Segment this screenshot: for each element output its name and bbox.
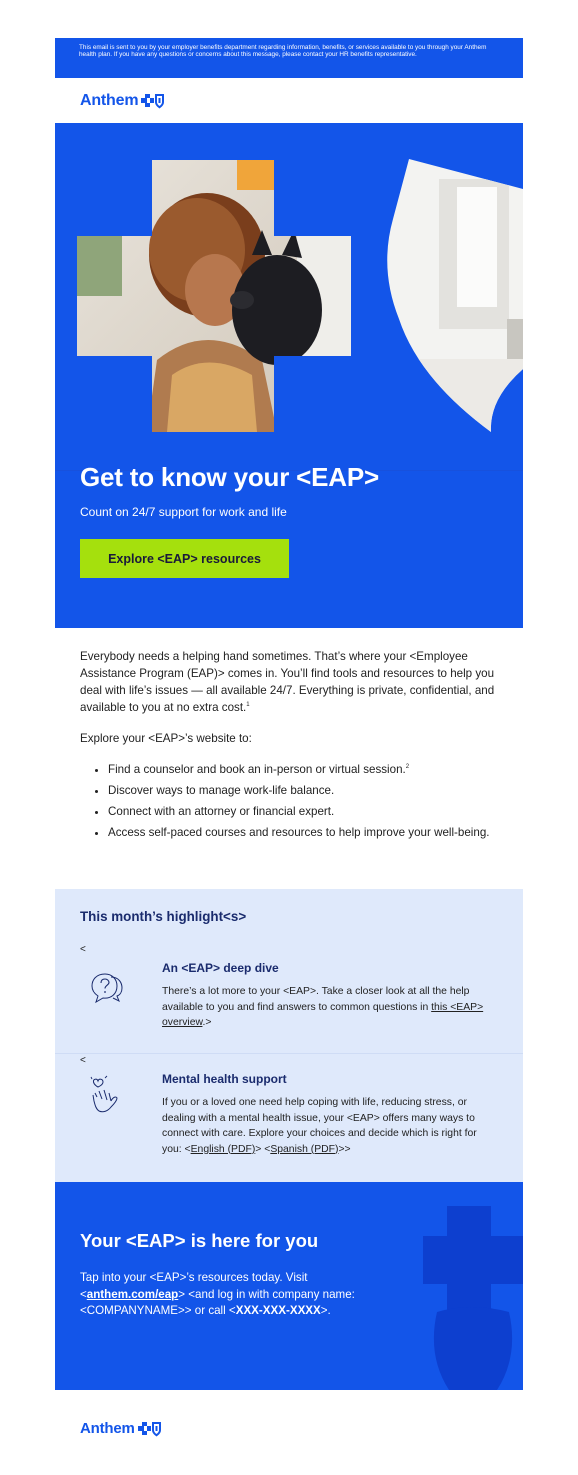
cross-shield-icon bbox=[138, 1421, 162, 1437]
list-item: • Find a counselor and book an in-person or virtual session.$^2$ bbox=[108, 761, 498, 778]
footnote-2: 2 bbox=[405, 764, 410, 771]
english-pdf-link[interactable]: English (PDF) bbox=[190, 1143, 256, 1155]
eap-overview-link[interactable]: this <EAP> overview bbox=[162, 1001, 484, 1028]
email-container bbox=[55, 38, 523, 1390]
hero-subtitle: Count on 24/7 support for work and life bbox=[80, 505, 287, 519]
list-item: • Access self-paced courses and resources to help improve your well-being. bbox=[108, 824, 498, 841]
spanish-pdf-link[interactable]: Spanish (PDF) bbox=[270, 1143, 339, 1155]
highlights-section bbox=[55, 889, 523, 1182]
closing-text: Tap into your <EAP>’s resources today. Visit <anthem.com/eap> <and log in with company name: <COMPANYNAME>> or call <XXX-XXX-XXXX>. bbox=[80, 1271, 355, 1317]
highlight-title-mental-health: Mental health support bbox=[162, 1072, 287, 1086]
list-item: • Discover ways to manage work-life balance. bbox=[108, 782, 498, 799]
highlights-heading: This month’s highlight<s> bbox=[80, 909, 247, 924]
footnote-1: 1 bbox=[246, 702, 250, 709]
anthem-logo[interactable] bbox=[80, 92, 165, 110]
highlight-body-mental-health: If you or a loved one need help coping with life, reducing stress, or dealing with a mental health issue, your <EAP> offers many ways to connect with care. Explore your choices and decide which is right for you: <English (PDF)> <Spanish (PDF)>> bbox=[162, 1097, 477, 1155]
cross-shield-decoration bbox=[423, 1206, 523, 1390]
list-item: • Connect with an attorney or financial expert. bbox=[108, 803, 498, 820]
hero-banner bbox=[55, 123, 523, 628]
logo-text: Anthem bbox=[80, 92, 139, 109]
closing-banner bbox=[55, 1182, 523, 1390]
intro-paragraph: Everybody needs a helping hand sometimes. That’s where your <Employee Assistance Program (EAP)> comes in. You’ll find tools and resources to help you deal with life’s issues — all available 24/7. Everything is private, confidential, and available to you at no extra cost.$^1$ bbox=[80, 650, 495, 714]
highlight-body-eap: There’s a lot more to your <EAP>. Take a closer look at all the help available to you and find answers to common questions in this <EAP> overview.> bbox=[162, 986, 484, 1028]
anthem-eap-link[interactable]: anthem.com/eap bbox=[86, 1287, 179, 1301]
shield-photo bbox=[379, 159, 523, 433]
highlight-title-eap: An <EAP> deep dive bbox=[162, 961, 279, 975]
placeholder-marker: < bbox=[80, 944, 86, 955]
intro-section bbox=[55, 628, 523, 889]
placeholder-marker: < bbox=[80, 1055, 86, 1066]
hero-photo bbox=[77, 160, 351, 432]
highlight-divider bbox=[55, 1053, 523, 1054]
header bbox=[55, 78, 523, 123]
footer-anthem-logo[interactable] bbox=[80, 1420, 162, 1437]
explore-eap-button[interactable]: Explore <EAP> resources bbox=[80, 539, 289, 578]
logo-text: Anthem bbox=[80, 1420, 135, 1437]
cross-shield-icon bbox=[141, 93, 165, 109]
hero-title: Get to know your <EAP> bbox=[80, 462, 379, 492]
closing-title: Your <EAP> is here for you bbox=[80, 1230, 319, 1251]
benefits-list bbox=[80, 761, 498, 841]
heart-hand-icon bbox=[89, 1075, 121, 1115]
explore-heading: Explore your <EAP>’s website to: bbox=[80, 732, 252, 745]
phone-number: XXX-XXX-XXXX bbox=[235, 1304, 321, 1317]
question-chat-icon bbox=[89, 971, 125, 1005]
preheader: This email is sent to you by your employer benefits department regarding information, benefits, or services available to you through your Anthem health plan. If you have any questions or concerns about this message, please contact your HR benefits representative. bbox=[55, 38, 523, 78]
